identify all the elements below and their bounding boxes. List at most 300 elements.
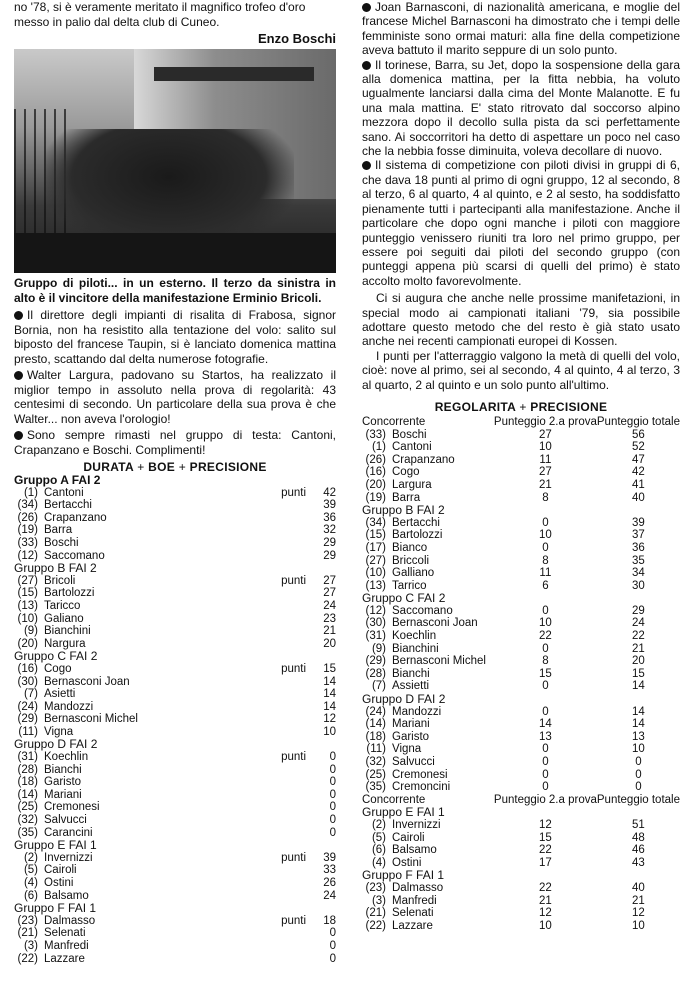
- pilot-name: Crapanzano: [392, 453, 455, 466]
- pilot-number: (17): [365, 541, 386, 554]
- table-row: [14, 487, 336, 500]
- group-header-row: [14, 650, 336, 663]
- table-row: [362, 756, 680, 769]
- pilot-name: Largura: [392, 478, 432, 491]
- pilot-number: (32): [17, 814, 38, 827]
- pilot-number: (10): [365, 567, 386, 580]
- group-name: Gruppo D FAI 2: [362, 692, 446, 707]
- score-totale: 0: [635, 756, 642, 768]
- group-name: [14, 562, 336, 575]
- photo-pilots: [44, 129, 294, 249]
- table-row: [362, 630, 680, 643]
- section-word: DURATA: [83, 460, 134, 474]
- pilot-name: Lazzare: [392, 919, 433, 932]
- table-row: [14, 751, 336, 764]
- table-row: [14, 764, 336, 777]
- score-totale: 20: [632, 655, 645, 668]
- table-row: [14, 940, 336, 953]
- pilot-number: (35): [365, 781, 386, 794]
- group-label: Gruppo E FAI 1: [14, 838, 97, 853]
- table-row: [362, 643, 680, 656]
- pilot-number: (20): [17, 637, 38, 650]
- points-value: 29: [323, 536, 336, 549]
- score-totale: 48: [632, 831, 645, 844]
- pilot-number: (4): [23, 877, 38, 889]
- group-header-row: [14, 474, 336, 487]
- pilot-number: (24): [365, 705, 386, 718]
- score-totale: 14: [632, 705, 645, 718]
- score-totale: 40: [632, 881, 645, 894]
- bullet-dot: [14, 311, 23, 320]
- group-label: Gruppo C FAI 2: [14, 649, 98, 664]
- group-name: Gruppo E FAI 1: [362, 805, 445, 820]
- pilot-number: (20): [365, 478, 386, 491]
- score-totale: 21: [632, 894, 645, 907]
- points-value: 10: [323, 725, 336, 738]
- header-concorrente: Concorrente: [362, 415, 426, 428]
- bullet-paragraph: [362, 58, 680, 159]
- group-name: Gruppo B FAI 2: [362, 503, 445, 518]
- score-prova: 11: [539, 567, 552, 580]
- pilot-number: (30): [17, 675, 38, 688]
- score-prova: 10: [539, 441, 552, 454]
- table-row: [14, 877, 336, 890]
- table-row: [362, 895, 680, 908]
- pilot-number: (31): [17, 751, 38, 764]
- points-value: 0: [329, 751, 336, 764]
- score-prova: 0: [542, 768, 549, 781]
- points-label: [246, 927, 314, 940]
- table-row: [362, 781, 680, 794]
- points-value: 0: [329, 776, 336, 789]
- table-row: [14, 524, 336, 537]
- score-prova: 13: [539, 730, 552, 743]
- points-label: [246, 890, 314, 903]
- pilot-number: (10): [17, 612, 38, 625]
- pilot-number: (16): [365, 466, 386, 479]
- score-totale: 39: [632, 516, 645, 529]
- table-row: [14, 613, 336, 626]
- bullet-paragraph: [362, 0, 680, 58]
- pilot-name: Bartolozzi: [44, 587, 95, 600]
- group-name: Gruppo C FAI 2: [362, 591, 446, 606]
- paragraph: I punti per l'atterraggio valgono la metà di quelli del volo, cioè: nove al primo, sei al secondo, 4 al quinto, 4 al terzo, 3 al quarto, 2 al quinto e un solo punto all'ultimo.: [362, 348, 680, 392]
- section-word: BOE: [148, 460, 176, 474]
- score-prova: 0: [542, 604, 549, 617]
- points-value: 0: [329, 927, 336, 940]
- points-label: [246, 537, 314, 550]
- pilot-number: (13): [365, 579, 386, 592]
- score-totale: 30: [632, 579, 645, 592]
- bullet-text: Il torinese, Barra, su Jet, dopo la sospensione della gara alla domenica mattina, per la fitta nebbia, ha voluto ugualmente lanciarsi dalla cima del Monte Malanotte. E fu una mala mattina. E' stato ritrovato dal soccorso alpino mezzora dopo il decollo sulla pista da sci perfettamente sano. Ai soccorritori ha detto di aspettare un poco nel caso che la nebbia fosse diminuita, voleva decollare di nuovo.: [362, 57, 680, 159]
- group-label: Gruppo F FAI 1: [14, 901, 97, 916]
- table-row: [362, 617, 680, 630]
- table-row: [14, 537, 336, 550]
- pilot-name: Bianco: [392, 541, 428, 554]
- score-totale: 0: [635, 768, 642, 781]
- points-value: 12: [323, 713, 336, 726]
- bullet-paragraph: [14, 368, 336, 426]
- points-value: 24: [323, 889, 336, 902]
- score-prova: 22: [539, 844, 552, 857]
- points-value: 20: [323, 637, 336, 650]
- bullet-paragraph: [14, 308, 336, 366]
- points-value: 0: [329, 814, 336, 827]
- points-label: [246, 524, 314, 537]
- score-prova: 14: [539, 718, 552, 731]
- table-row: [362, 479, 680, 492]
- pilot-number: (25): [17, 801, 38, 814]
- pilot-number: (27): [365, 554, 386, 567]
- points-label: [246, 864, 314, 877]
- pilot-name: Vigna: [392, 743, 422, 756]
- score-prova: 0: [542, 781, 549, 794]
- points-label: [246, 953, 314, 966]
- pilot-name: Cairoli: [44, 864, 77, 877]
- group-header-row: [362, 504, 680, 517]
- pilot-name: Nargura: [44, 637, 86, 650]
- score-prova: 22: [539, 881, 552, 894]
- table-row: [362, 605, 680, 618]
- score-totale: 52: [632, 441, 645, 454]
- points-label: [246, 713, 314, 726]
- regolarita-results-table: [362, 416, 680, 932]
- table-row: [362, 529, 680, 542]
- pilot-number: (4): [371, 856, 386, 869]
- header-punteggio-totale: Punteggio totale: [596, 793, 680, 806]
- pilot-name: Cantoni: [392, 441, 432, 454]
- table-row: [362, 743, 680, 756]
- bullet-dot: [362, 61, 371, 70]
- pilot-name: Bianchi: [44, 763, 82, 776]
- right-column: [362, 0, 680, 932]
- table-row: [14, 575, 336, 588]
- points-value: 18: [323, 914, 336, 927]
- pilot-name: Mariani: [392, 718, 430, 731]
- pilot-name: Ostini: [44, 877, 74, 889]
- score-prova: 0: [542, 541, 549, 554]
- score-totale: 42: [632, 466, 645, 479]
- table-row: [362, 429, 680, 442]
- table-row: [14, 663, 336, 676]
- pilot-name: Assietti: [392, 680, 430, 693]
- points-label: [246, 600, 314, 613]
- score-prova: 0: [542, 680, 549, 693]
- points-label: [246, 625, 314, 638]
- section-plus: +: [137, 460, 145, 474]
- group-photo: [14, 49, 336, 273]
- pilot-name: Bertacchi: [392, 516, 440, 529]
- table-row: [362, 907, 680, 920]
- pilot-number: (7): [371, 680, 386, 693]
- pilot-number: (26): [365, 453, 386, 466]
- pilot-number: (21): [17, 927, 38, 940]
- table-row: [362, 920, 680, 933]
- table-row: [14, 600, 336, 613]
- pilot-number: (32): [365, 756, 386, 768]
- pilot-number: (19): [17, 524, 38, 537]
- points-label: punti: [281, 662, 306, 675]
- durata-results-table: [14, 474, 336, 965]
- group-name: [14, 650, 336, 663]
- points-value: 42: [323, 486, 336, 499]
- score-prova: 10: [539, 919, 552, 932]
- score-prova: 15: [539, 831, 552, 844]
- points-label: [246, 688, 314, 701]
- pilot-number: (28): [365, 667, 386, 680]
- points-label: [246, 776, 314, 789]
- score-prova: 10: [539, 529, 552, 542]
- table-row: [362, 844, 680, 857]
- score-totale: 12: [632, 907, 645, 920]
- points-label: [246, 613, 314, 626]
- table-row: [14, 915, 336, 928]
- pilot-name: Salvucci: [44, 814, 87, 827]
- paragraph: Ci si augura che anche nelle prossime manifetazioni, in special modo ai campionati italiani '79, sia possibile adottare questo metodo che del resto è già stato usato anche nei recenti campionati europei di Kossen.: [362, 291, 680, 349]
- table-row: [362, 882, 680, 895]
- pilot-name: Mandozzi: [44, 700, 94, 713]
- pilot-name: Selenati: [44, 927, 86, 940]
- bullet-dot: [14, 431, 23, 440]
- pilot-number: (22): [365, 919, 386, 932]
- pilot-name: Crapanzano: [44, 511, 107, 524]
- pilot-name: Manfredi: [44, 939, 89, 952]
- pilot-number: (19): [365, 491, 386, 504]
- pilot-name: Cogo: [392, 466, 420, 479]
- photo-ground: [14, 233, 336, 273]
- pilot-name: Vigna: [44, 725, 74, 738]
- section-word: PRECISIONE: [189, 460, 267, 474]
- pilot-name: Barra: [44, 524, 73, 537]
- pilot-number: (12): [365, 604, 386, 617]
- table-row: [14, 701, 336, 714]
- points-label: [246, 701, 314, 714]
- score-totale: 43: [632, 856, 645, 869]
- photo-caption: Gruppo di piloti... in un esterno. Il terzo da sinistra in alto è il vincitore della manifestazione Erminio Bricoli.: [14, 276, 336, 305]
- table-row: [14, 676, 336, 689]
- score-totale: 0: [635, 781, 642, 794]
- points-value: 23: [323, 612, 336, 625]
- bullet-dot: [14, 371, 23, 380]
- table-row: [14, 688, 336, 701]
- pilot-number: (33): [17, 536, 38, 549]
- pilot-number: (7): [23, 688, 38, 701]
- pilot-name: Bertacchi: [44, 499, 92, 512]
- score-prova: 0: [542, 756, 549, 768]
- pilot-number: (13): [17, 599, 38, 612]
- pilot-name: Asietti: [44, 688, 76, 701]
- pilot-number: (25): [365, 768, 386, 781]
- group-name: [14, 902, 336, 915]
- points-label: [246, 789, 314, 802]
- pilot-number: (15): [17, 587, 38, 600]
- points-value: 33: [323, 864, 336, 877]
- pilot-name: Bartolozzi: [392, 529, 443, 542]
- score-prova: 8: [542, 554, 549, 567]
- score-totale: 14: [632, 680, 645, 693]
- pilot-number: (21): [365, 907, 386, 920]
- bullet-text: Il sistema di competizione con piloti divisi in gruppi di 6, che dava 18 punti al primo di ogni gruppo, 12 al secondo, 8 al terzo, 6 al quarto, 4 al quinto, e 2 al sesto, ha soddisfatto pienamente tutti i partecipanti alla manifestazione. Anche il particolare che dopo ogni manche i piloti con maggiore punteggio venissero riuniti tra loro nel primo gruppo, per essere poi seguiti dai piloti del secondo gruppo (con punteggi appena più scarsi di quelli del primo) è stato accolto molto favorevolmente.: [362, 158, 680, 288]
- pilot-name: Dalmasso: [44, 914, 96, 927]
- group-header-row: [14, 902, 336, 915]
- points-value: 0: [329, 826, 336, 839]
- pilot-number: (15): [365, 529, 386, 542]
- section-word: REGOLARITA: [434, 399, 516, 414]
- group-name: [14, 738, 336, 751]
- group-header-row: [14, 839, 336, 852]
- header-punteggio-prova: Punteggio 2.a prova: [493, 415, 597, 428]
- pilot-number: (31): [365, 630, 386, 643]
- pilot-name: Cantoni: [44, 486, 84, 499]
- group-name: Gruppo F FAI 1: [362, 868, 445, 883]
- table-row: [362, 655, 680, 668]
- score-prova: 22: [539, 630, 552, 643]
- table-row: [14, 512, 336, 525]
- score-totale: 21: [632, 642, 645, 655]
- table-row: [362, 668, 680, 681]
- pilot-name: Saccomano: [392, 604, 453, 617]
- table-row: [362, 718, 680, 731]
- table-row: [14, 864, 336, 877]
- pilot-name: Lazzare: [44, 952, 85, 965]
- bullet-text: Joan Barnasconi, di nazionalità americana, e moglie del francese Michel Barnasconi ha dimostrato che i tempi delle femministe sono ormai maturi: alla fine della competizione aveva battuto il marito seppure di un solo punto.: [362, 0, 680, 58]
- group-label: Gruppo A FAI 2: [14, 473, 101, 487]
- pilot-name: Boschi: [44, 536, 79, 549]
- pilot-number: (23): [365, 881, 386, 894]
- pilot-name: Bianchini: [44, 625, 91, 638]
- group-header-row: [362, 693, 680, 706]
- pilot-name: Koechlin: [392, 630, 437, 643]
- score-prova: 10: [539, 617, 552, 630]
- table-row: [14, 927, 336, 940]
- pilot-name: Dalmasso: [392, 881, 444, 894]
- pilot-number: (34): [17, 499, 38, 512]
- table-row: [14, 852, 336, 865]
- table-row: [362, 819, 680, 832]
- pilot-number: (33): [365, 428, 386, 441]
- pilot-name: Bernasconi Michel: [44, 713, 138, 726]
- score-totale: 13: [632, 730, 645, 743]
- score-totale: 47: [632, 453, 645, 466]
- pilot-number: (30): [365, 617, 386, 630]
- score-prova: 0: [542, 743, 549, 756]
- score-totale: 41: [632, 478, 645, 491]
- pilot-number: (6): [371, 844, 386, 857]
- header-concorrente: Concorrente: [362, 793, 426, 806]
- score-totale: 35: [632, 554, 645, 567]
- points-label: [246, 827, 314, 840]
- score-prova: 12: [539, 907, 552, 920]
- score-prova: 15: [539, 667, 552, 680]
- points-value: 21: [323, 625, 336, 638]
- bullet-text: Il direttore degli impianti di risalita di Frabosa, signor Bornia, non ha resistito alla tentazione del volo: salito sul biposto del francese Taupin, si è lanciato domenica mattina presto, scattando dal delta numerose fotografie.: [14, 308, 336, 366]
- header-punteggio-prova: Punteggio 2.a prova: [493, 793, 597, 806]
- pilot-number: (6): [23, 889, 38, 902]
- pilot-name: Bianchi: [392, 667, 430, 680]
- table-row: [14, 499, 336, 512]
- table-row: [362, 542, 680, 555]
- table-row: [14, 776, 336, 789]
- pilot-name: Boschi: [392, 428, 427, 441]
- table-row: [362, 731, 680, 744]
- points-label: punti: [281, 914, 306, 927]
- pilot-number: (26): [17, 511, 38, 524]
- points-value: 26: [323, 877, 336, 889]
- pilot-name: Taricco: [44, 599, 81, 612]
- points-value: 0: [329, 788, 336, 801]
- pilot-name: Selenati: [392, 907, 434, 920]
- pilot-name: Cogo: [44, 662, 72, 675]
- pilot-name: Bernasconi Michel: [392, 655, 486, 668]
- points-label: [246, 499, 314, 512]
- group-name: [14, 474, 336, 487]
- pilot-name: Briccoli: [392, 554, 430, 567]
- score-prova: 27: [539, 466, 552, 479]
- points-value: 0: [329, 801, 336, 814]
- pilot-name: Saccomano: [44, 549, 105, 562]
- points-label: punti: [281, 574, 306, 587]
- points-label: [246, 940, 314, 953]
- score-prova: 0: [542, 642, 549, 655]
- pilot-name: Bernasconi Joan: [44, 675, 130, 688]
- pilot-number: (35): [17, 826, 38, 839]
- table-row: [362, 517, 680, 530]
- section-word: PRECISIONE: [530, 399, 608, 414]
- pilot-number: (1): [371, 441, 386, 454]
- pilot-number: (12): [17, 549, 38, 562]
- pilot-number: (14): [17, 788, 38, 801]
- score-totale: 29: [632, 604, 645, 617]
- score-totale: 34: [632, 567, 645, 580]
- pilot-name: Mariani: [44, 788, 82, 801]
- points-label: [246, 764, 314, 777]
- pilot-name: Mandozzi: [392, 705, 442, 718]
- score-totale: 46: [632, 844, 645, 857]
- pilot-name: Cremonesi: [44, 801, 100, 814]
- points-label: [246, 638, 314, 651]
- bullet-text: Walter Largura, padovano su Startos, ha realizzato il miglior tempo in assoluto nella prova di regolarità: 43 centesimi di secondo. Un particolare della sua prova è che Walter... non aveva l'orologio!: [14, 368, 336, 426]
- table-row: [362, 466, 680, 479]
- table-row: [14, 625, 336, 638]
- pilot-number: (27): [17, 574, 38, 587]
- points-label: [246, 512, 314, 525]
- pilot-number: (2): [23, 851, 38, 864]
- pilot-name: Garisto: [44, 776, 82, 789]
- pilot-name: Galiano: [44, 612, 84, 625]
- pilot-name: Garisto: [392, 730, 430, 743]
- pilot-number: (14): [365, 718, 386, 731]
- author-name: Enzo Boschi: [257, 31, 336, 46]
- score-totale: 14: [632, 718, 645, 731]
- pilot-name: Cremonesi: [392, 768, 448, 781]
- points-label: punti: [281, 851, 306, 864]
- section-title-durata: [14, 460, 336, 474]
- pilot-name: Galliano: [392, 567, 435, 580]
- table-row: [362, 769, 680, 782]
- group-header-row: [362, 869, 680, 882]
- points-value: 36: [323, 511, 336, 524]
- points-value: 29: [323, 549, 336, 562]
- pilot-number: (16): [17, 662, 38, 675]
- score-prova: 21: [539, 478, 552, 491]
- score-totale: 22: [632, 630, 645, 643]
- pilot-number: (18): [365, 730, 386, 743]
- points-value: 27: [323, 574, 336, 587]
- score-totale: 51: [632, 818, 645, 831]
- pilot-number: (29): [365, 655, 386, 668]
- score-prova: 6: [542, 579, 549, 592]
- table-row: [14, 713, 336, 726]
